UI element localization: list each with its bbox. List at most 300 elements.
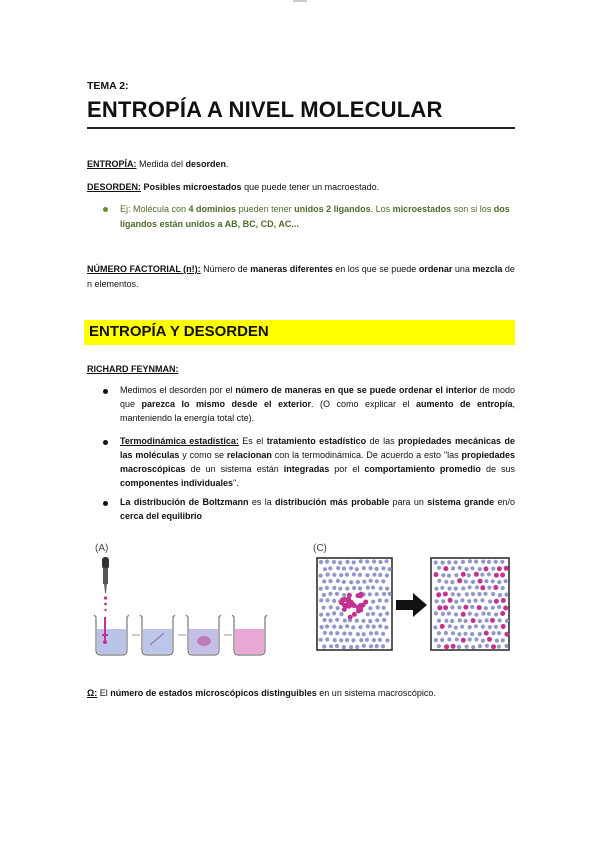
solvent-particle xyxy=(322,606,326,610)
example-bullet xyxy=(103,207,108,212)
solvent-particle xyxy=(494,625,498,629)
factorial-definition xyxy=(87,262,515,292)
solvent-particle xyxy=(342,645,346,649)
solute-particle xyxy=(504,566,509,571)
omega-t1: El xyxy=(97,688,111,698)
solvent-particle xyxy=(485,618,489,622)
solvent-particle xyxy=(384,625,388,629)
solvent-particle xyxy=(319,613,323,617)
solvent-particle xyxy=(457,645,461,649)
solvent-particle xyxy=(491,592,495,596)
solute-particle xyxy=(490,618,495,623)
solvent-particle xyxy=(369,566,373,570)
solvent-particle xyxy=(437,566,441,570)
solute-particle xyxy=(471,618,476,623)
solvent-particle xyxy=(332,611,336,615)
solute-particle xyxy=(457,578,462,583)
solvent-particle xyxy=(388,592,392,596)
solvent-particle xyxy=(379,586,383,590)
ex-b2: unidos 2 ligandos xyxy=(294,204,371,214)
solvent-particle xyxy=(497,605,501,609)
b3-t3: en/o xyxy=(494,497,515,507)
solvent-particle xyxy=(437,619,441,623)
solvent-particle xyxy=(454,586,458,590)
solvent-particle xyxy=(470,632,474,636)
solvent-particle xyxy=(356,580,360,584)
solvent-particle xyxy=(487,572,491,576)
solvent-particle xyxy=(382,618,386,622)
solvent-particle xyxy=(444,580,448,584)
solute-particle xyxy=(434,572,439,577)
b2-t3: y como se xyxy=(179,450,227,460)
solvent-particle xyxy=(328,579,332,583)
top-mark xyxy=(293,0,307,2)
solvent-particle xyxy=(450,619,454,623)
solvent-particle xyxy=(336,606,340,610)
solvent-particle xyxy=(375,567,379,571)
solute-particle xyxy=(352,612,357,617)
factorial-term: NÚMERO FACTORIAL (n!): xyxy=(87,264,201,274)
solvent-particle xyxy=(372,573,376,577)
solvent-particle xyxy=(326,612,330,616)
b1-b1: número de maneras en que se puede ordenar el interior xyxy=(235,385,477,395)
omega-t2: en un sistema macroscópico. xyxy=(316,688,436,698)
solvent-particle xyxy=(460,598,464,602)
solvent-particle xyxy=(342,593,346,597)
bullet-text-3 xyxy=(120,495,515,523)
solvent-particle xyxy=(447,560,451,564)
solvent-particle xyxy=(342,567,346,571)
solvent-particle xyxy=(351,638,355,642)
solute-particle xyxy=(347,593,352,598)
solvent-particle xyxy=(483,592,487,596)
disorder-term: DESORDEN: xyxy=(87,182,142,192)
solvent-particle xyxy=(455,637,459,641)
solute-particle xyxy=(461,572,466,577)
solvent-particle xyxy=(478,619,482,623)
box-disordered xyxy=(431,558,509,650)
solvent-particle xyxy=(366,624,370,628)
solvent-particle xyxy=(494,560,498,564)
disorder-bold: Posibles microestados xyxy=(141,182,242,192)
entropy-end: . xyxy=(226,159,229,169)
solvent-particle xyxy=(434,587,438,591)
solute-particle xyxy=(474,572,479,577)
entropy-bold: desorden xyxy=(185,159,227,169)
solvent-particle xyxy=(323,567,327,571)
b3-b2: distribución más probable xyxy=(275,497,390,507)
fac-t1: Número de xyxy=(200,264,251,274)
solvent-particle xyxy=(372,625,376,629)
feynman-heading xyxy=(87,362,515,377)
solvent-particle xyxy=(441,561,445,565)
solvent-particle xyxy=(447,637,451,641)
ex-t2: pueden tener xyxy=(236,204,295,214)
solvent-particle xyxy=(444,631,448,635)
solvent-particle xyxy=(371,612,375,616)
solvent-particle xyxy=(488,625,492,629)
entropy-definition xyxy=(87,157,515,172)
solvent-particle xyxy=(359,638,363,642)
solvent-particle xyxy=(480,598,484,602)
solvent-particle xyxy=(362,644,366,648)
b2-b1: tratamiento estadístico xyxy=(266,436,367,446)
solvent-particle xyxy=(348,632,352,636)
solute-particle xyxy=(443,605,448,610)
bullet-text-1 xyxy=(120,383,515,425)
solvent-particle xyxy=(368,606,372,610)
solvent-particle xyxy=(328,618,332,622)
b2-b5: integradas xyxy=(283,464,330,474)
solvent-particle xyxy=(378,613,382,617)
solvent-particle xyxy=(487,612,491,616)
solvent-particle xyxy=(368,592,372,596)
solvent-particle xyxy=(372,638,376,642)
solute-particle xyxy=(484,631,489,636)
bullet-dot-1 xyxy=(103,389,108,394)
entropy-term: ENTROPÍA: xyxy=(87,159,137,169)
solvent-particle xyxy=(497,631,501,635)
bullet-dot-2 xyxy=(103,440,108,445)
solvent-particle xyxy=(481,625,485,629)
fac-t4: de n elementos. xyxy=(87,264,515,289)
solute-particle xyxy=(501,624,506,629)
solvent-particle xyxy=(475,585,479,589)
solvent-particle xyxy=(504,579,508,583)
disorder-definition xyxy=(87,180,515,195)
solute-particle xyxy=(363,600,368,605)
solvent-particle xyxy=(381,632,385,636)
solvent-particle xyxy=(323,631,327,635)
solute-particle xyxy=(463,605,468,610)
solvent-particle xyxy=(440,638,444,642)
solvent-particle xyxy=(461,560,465,564)
ex-b4: dos ligandos están unidos a AB, BC, CD, AC... xyxy=(120,204,510,229)
solvent-particle xyxy=(335,618,339,622)
solvent-particle xyxy=(319,638,323,642)
solute-particle xyxy=(487,637,492,642)
solvent-particle xyxy=(504,644,508,648)
solvent-particle xyxy=(329,605,333,609)
solvent-particle xyxy=(335,631,339,635)
solvent-particle xyxy=(319,598,323,602)
solvent-particle xyxy=(365,560,369,564)
solvent-particle xyxy=(437,579,441,583)
solvent-particle xyxy=(376,605,380,609)
b2-b7: componentes individuales xyxy=(120,478,234,488)
solvent-particle xyxy=(339,625,343,629)
solvent-particle xyxy=(319,560,323,564)
omega-term: Ω: xyxy=(87,688,98,698)
fac-b2: ordenar xyxy=(418,264,453,274)
solute-particle xyxy=(491,644,496,649)
arrow-right-icon xyxy=(396,593,427,617)
solvent-particle xyxy=(450,580,454,584)
theme-label: TEMA 2: xyxy=(87,80,129,92)
solvent-particle xyxy=(465,645,469,649)
b2-t4: con la termodinámica. De acuerdo a esto "las xyxy=(271,450,462,460)
solvent-particle xyxy=(474,624,478,628)
figure-c-particles xyxy=(316,557,512,652)
solvent-particle xyxy=(491,606,495,610)
solvent-particle xyxy=(478,632,482,636)
solvent-particle xyxy=(335,592,339,596)
entropy-text: Medida del xyxy=(136,159,186,169)
solvent-particle xyxy=(468,559,472,563)
solute-particle xyxy=(480,585,485,590)
solvent-particle xyxy=(471,592,475,596)
solvent-particle xyxy=(332,573,336,577)
solvent-particle xyxy=(365,573,369,577)
solvent-particle xyxy=(464,619,468,623)
solvent-particle xyxy=(362,632,366,636)
solvent-particle xyxy=(369,579,373,583)
solvent-particle xyxy=(468,625,472,629)
solvent-particle xyxy=(352,560,356,564)
solvent-particle xyxy=(385,587,389,591)
solvent-particle xyxy=(474,599,478,603)
beaker-2 xyxy=(140,615,175,655)
solvent-particle xyxy=(433,625,437,629)
solvent-particle xyxy=(451,631,455,635)
solvent-particle xyxy=(325,586,329,590)
ex-b3: microestados xyxy=(392,204,452,214)
b2-b3: relacionan xyxy=(226,450,272,460)
solvent-particle xyxy=(381,566,385,570)
solvent-particle xyxy=(435,599,439,603)
solvent-particle xyxy=(325,560,329,564)
b2-b6: comportamiento promedio xyxy=(364,464,481,474)
figure-c-label: (C) xyxy=(313,543,327,554)
solvent-particle xyxy=(454,573,458,577)
solvent-particle xyxy=(349,566,353,570)
solvent-particle xyxy=(474,560,478,564)
solvent-particle xyxy=(371,600,375,604)
solvent-particle xyxy=(470,605,474,609)
solvent-particle xyxy=(501,586,505,590)
solvent-particle xyxy=(471,645,475,649)
solvent-particle xyxy=(378,573,382,577)
solvent-particle xyxy=(352,572,356,576)
solvent-particle xyxy=(487,586,491,590)
solute-particle xyxy=(494,573,499,578)
beaker-3 xyxy=(186,615,221,655)
solute-particle xyxy=(347,600,352,605)
solute-particle xyxy=(461,638,466,643)
solvent-particle xyxy=(468,612,472,616)
solvent-particle xyxy=(325,624,329,628)
solvent-particle xyxy=(458,618,462,622)
solvent-particle xyxy=(349,645,353,649)
solvent-particle xyxy=(342,631,346,635)
page-title: ENTROPÍA A NIVEL MOLECULAR xyxy=(87,97,443,122)
solvent-particle xyxy=(382,592,386,596)
solvent-particle xyxy=(447,586,451,590)
solvent-particle xyxy=(338,587,342,591)
omega-b1: número de estados microscópicos distinguibles xyxy=(110,688,317,698)
solvent-particle xyxy=(325,637,329,641)
solvent-particle xyxy=(385,573,389,577)
b2-t6: por el xyxy=(329,464,365,474)
solvent-particle xyxy=(434,560,438,564)
solvent-particle xyxy=(388,567,392,571)
solvent-particle xyxy=(450,605,454,609)
solvent-particle xyxy=(329,644,333,648)
b2-b4: propiedades macroscópicas xyxy=(120,450,516,474)
solvent-particle xyxy=(345,587,349,591)
solvent-particle xyxy=(447,611,451,615)
ex-t1: Ej: Molécula con xyxy=(120,204,189,214)
solvent-particle xyxy=(477,592,481,596)
solvent-particle xyxy=(501,638,505,642)
solvent-particle xyxy=(457,605,461,609)
solvent-particle xyxy=(444,619,448,623)
b3-b1: La distribución de Boltzmann xyxy=(120,497,249,507)
solvent-particle xyxy=(434,611,438,615)
solvent-particle xyxy=(437,631,441,635)
omega-definition xyxy=(87,686,515,701)
solvent-particle xyxy=(454,626,458,630)
solute-particle xyxy=(451,644,456,649)
solute-particle xyxy=(503,606,508,611)
solvent-particle xyxy=(362,580,366,584)
solute-particle xyxy=(494,599,499,604)
solvent-particle xyxy=(336,566,340,570)
b3-b3: sistema grande xyxy=(427,497,495,507)
solvent-particle xyxy=(467,599,471,603)
solvent-particle xyxy=(336,579,340,583)
solvent-particle xyxy=(339,573,343,577)
b2-t8: ". xyxy=(233,478,239,488)
solvent-particle xyxy=(375,592,379,596)
solvent-particle xyxy=(320,625,324,629)
solute-particle xyxy=(339,600,344,605)
solvent-particle xyxy=(381,579,385,583)
b2-b2: propiedades mecánicas de las moléculas xyxy=(120,436,515,460)
solvent-particle xyxy=(356,632,360,636)
b3-t2: para un xyxy=(389,497,428,507)
solute-particle xyxy=(443,592,448,597)
solvent-particle xyxy=(378,638,382,642)
dropper-bulb-icon xyxy=(102,557,109,569)
solvent-particle xyxy=(467,573,471,577)
solute-particle xyxy=(500,611,505,616)
solvent-particle xyxy=(484,606,488,610)
solvent-particle xyxy=(457,632,461,636)
solvent-particle xyxy=(366,612,370,616)
solvent-particle xyxy=(441,573,445,577)
solvent-particle xyxy=(378,560,382,564)
solute-particle xyxy=(461,612,466,617)
solvent-particle xyxy=(352,586,356,590)
solvent-particle xyxy=(375,579,379,583)
figure-a-label: (A) xyxy=(95,543,109,554)
solvent-particle xyxy=(471,580,475,584)
solvent-particle xyxy=(478,644,482,648)
solvent-particle xyxy=(362,566,366,570)
disorder-text: que puede tener un macroestado. xyxy=(241,182,380,192)
solvent-particle xyxy=(481,639,485,643)
solvent-particle xyxy=(375,618,379,622)
solvent-particle xyxy=(338,561,342,565)
solute-particle xyxy=(436,592,441,597)
solvent-particle xyxy=(500,560,504,564)
solute-particle xyxy=(478,579,483,584)
b3-b4: cerca del equilibrio xyxy=(120,511,203,521)
solvent-particle xyxy=(345,560,349,564)
solvent-particle xyxy=(358,625,362,629)
solvent-particle xyxy=(329,631,333,635)
b2-t1: Es el xyxy=(238,436,267,446)
b2-t5: de un sistema están xyxy=(185,464,284,474)
b1-b2: parezca lo mismo desde el exterior xyxy=(141,399,312,409)
solvent-particle xyxy=(484,579,488,583)
solvent-particle xyxy=(454,560,458,564)
solvent-particle xyxy=(437,644,441,648)
solvent-particle xyxy=(332,560,336,564)
solvent-particle xyxy=(385,638,389,642)
solvent-particle xyxy=(488,599,492,603)
solvent-particle xyxy=(481,611,485,615)
solvent-particle xyxy=(335,644,339,648)
solvent-particle xyxy=(345,638,349,642)
beaker-1 xyxy=(94,615,129,655)
b2-t2: de las xyxy=(366,436,399,446)
solvent-particle xyxy=(474,613,478,617)
solvent-particle xyxy=(384,559,388,563)
feynman-label: RICHARD FEYNMAN: xyxy=(87,364,179,374)
solvent-particle xyxy=(491,567,495,571)
solvent-particle xyxy=(447,574,451,578)
fac-t3: una xyxy=(452,264,473,274)
b1-t4: , manteniendo la energía total cte). xyxy=(120,399,515,423)
solvent-particle xyxy=(355,567,359,571)
solvent-particle xyxy=(505,619,509,623)
solvent-particle xyxy=(454,600,458,604)
solvent-particle xyxy=(322,579,326,583)
solvent-particle xyxy=(325,598,329,602)
solvent-particle xyxy=(343,618,347,622)
solvent-particle xyxy=(481,560,485,564)
solvent-particle xyxy=(322,593,326,597)
solute-particle xyxy=(504,632,509,637)
solvent-particle xyxy=(342,580,346,584)
solute-particle xyxy=(440,624,445,629)
bullet-text-2 xyxy=(120,434,515,490)
ex-t4: son si los xyxy=(451,204,494,214)
solvent-particle xyxy=(339,612,343,616)
solvent-particle xyxy=(359,559,363,563)
solvent-particle xyxy=(464,579,468,583)
solvent-particle xyxy=(358,586,362,590)
solvent-particle xyxy=(368,619,372,623)
solvent-particle xyxy=(378,598,382,602)
solvent-particle xyxy=(332,599,336,603)
solute-particle xyxy=(443,566,448,571)
solvent-particle xyxy=(369,631,373,635)
section-title: ENTROPÍA Y DESORDEN xyxy=(89,323,269,340)
fac-b1: maneras diferentes xyxy=(250,264,333,274)
solvent-particle xyxy=(378,624,382,628)
solvent-particle xyxy=(451,566,455,570)
solvent-particle xyxy=(384,599,388,603)
fac-t2: en los que se puede xyxy=(332,264,419,274)
solvent-particle xyxy=(349,580,353,584)
b1-t2: de modo que xyxy=(120,385,516,409)
solvent-particle xyxy=(480,573,484,577)
solvent-particle xyxy=(491,631,495,635)
solvent-particle xyxy=(464,567,468,571)
